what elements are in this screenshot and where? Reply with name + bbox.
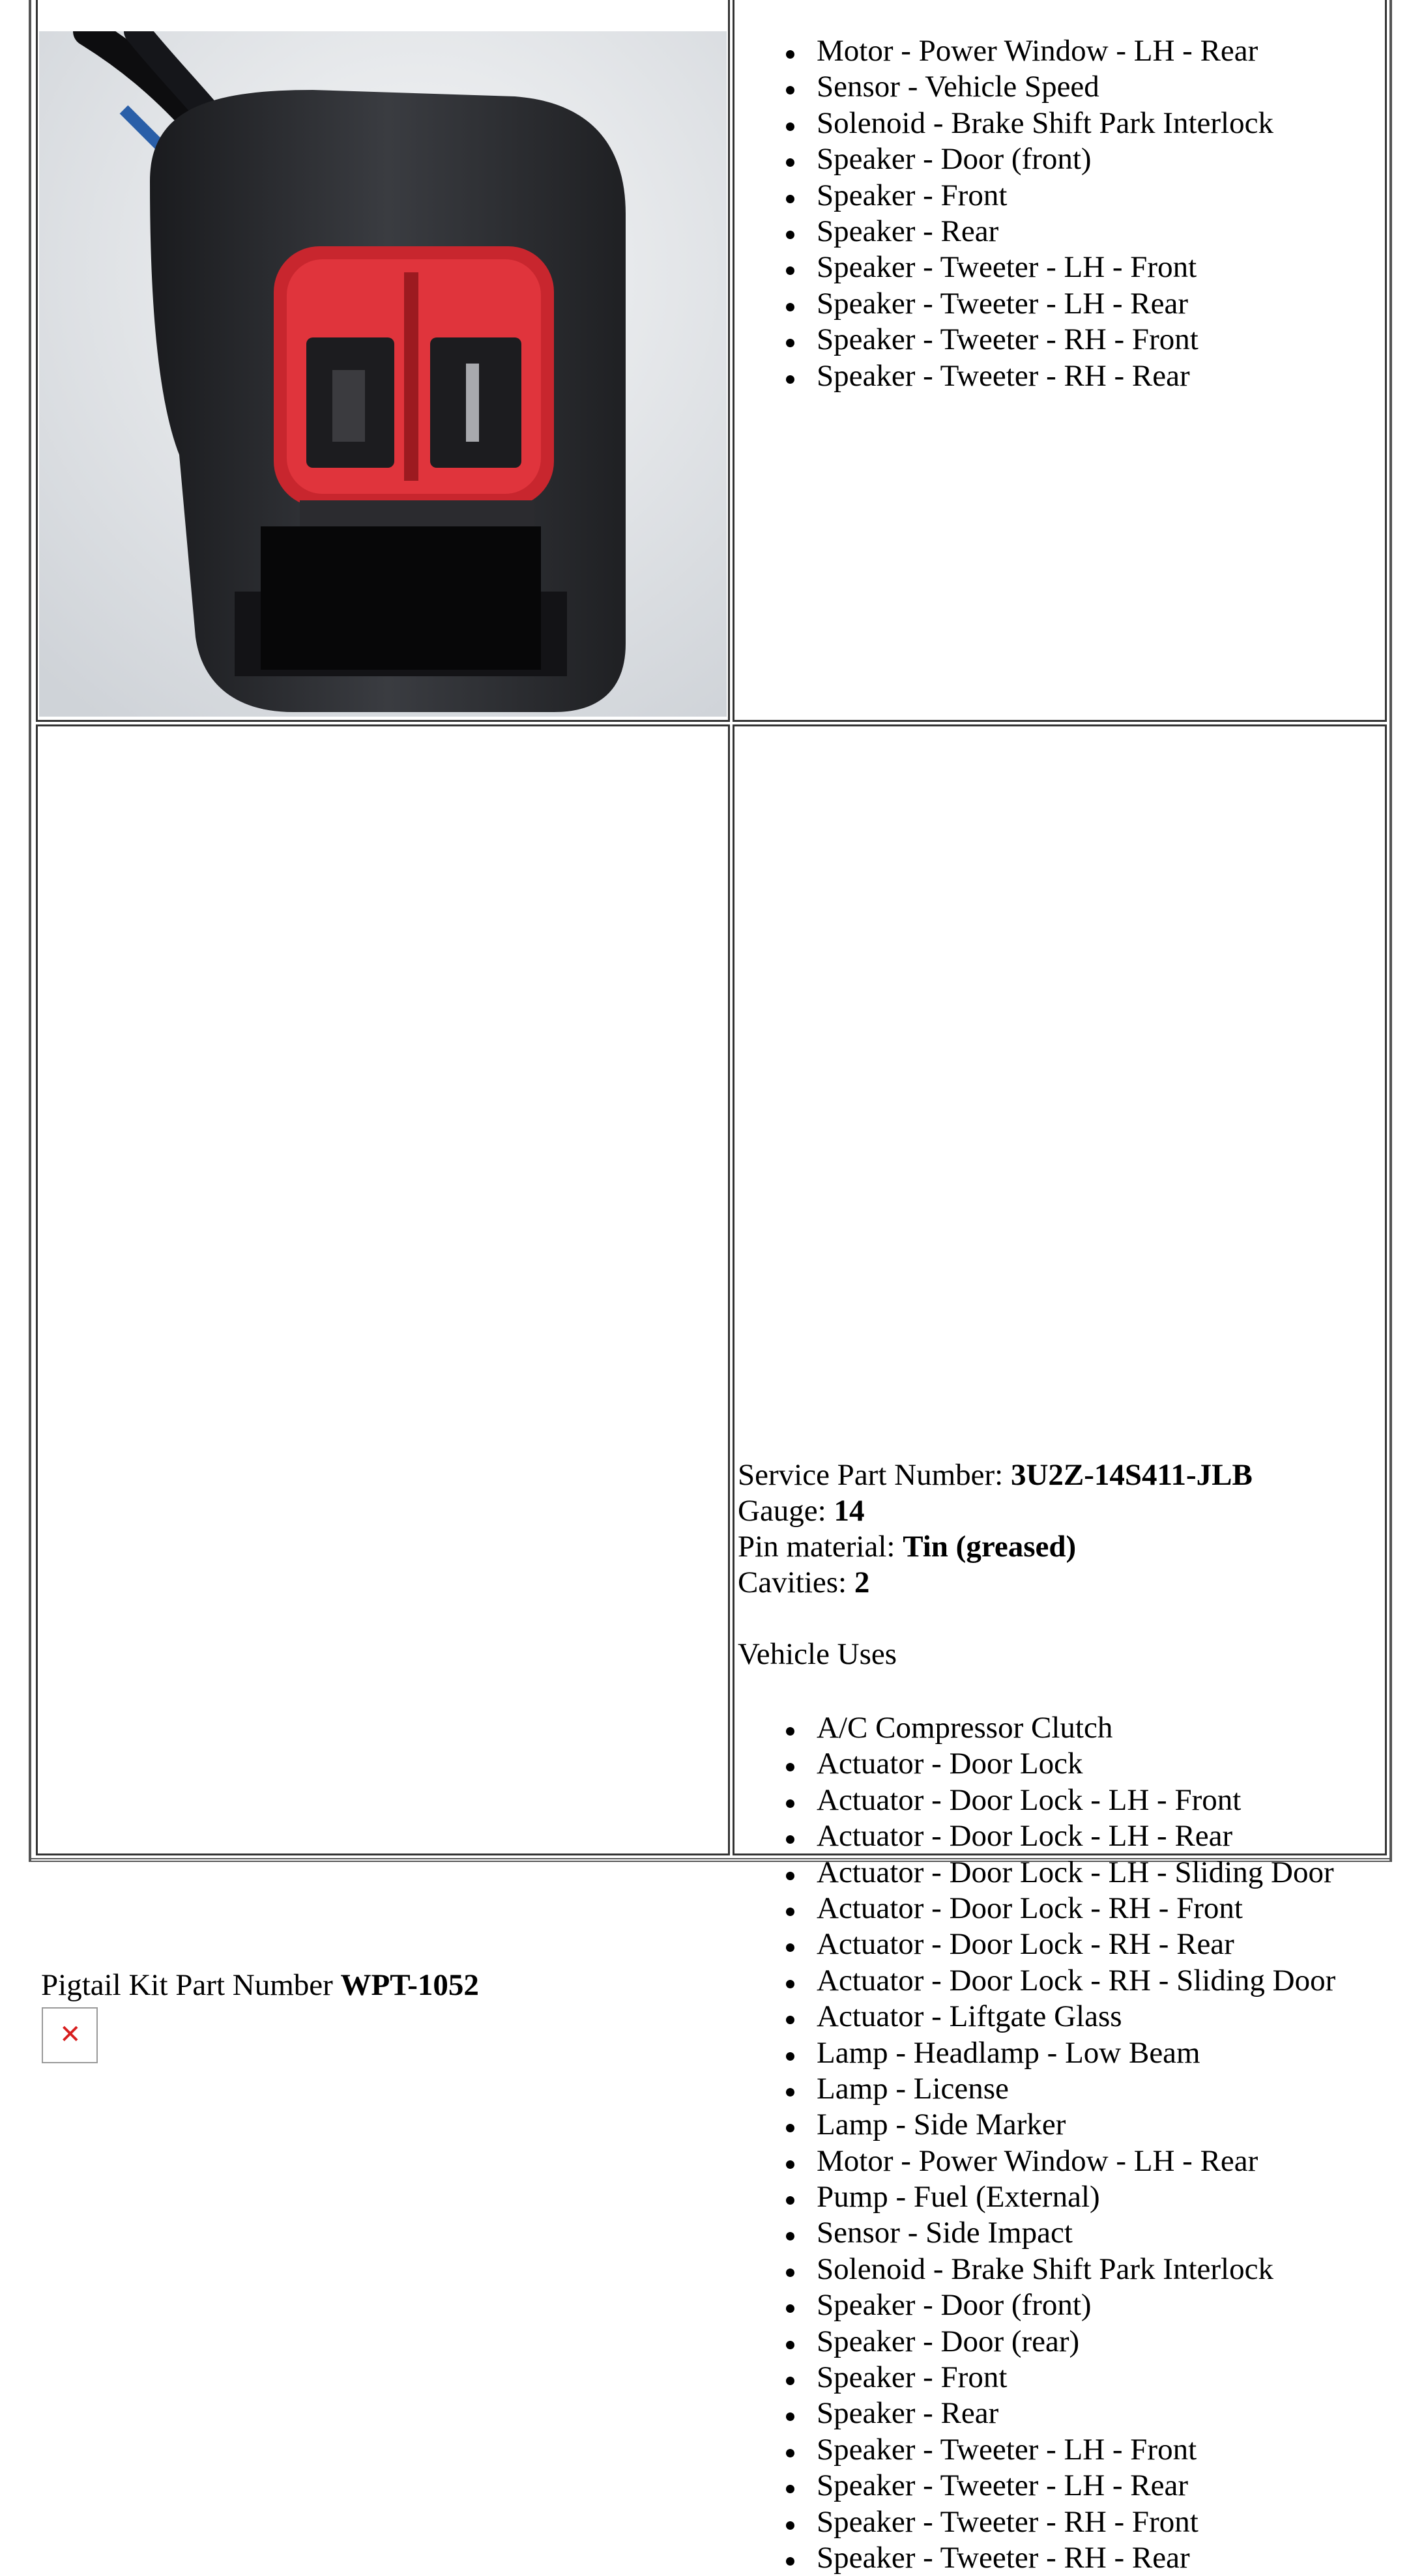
list-item: Speaker - Tweeter - LH - Rear bbox=[734, 2468, 1335, 2504]
list-item: Speaker - Tweeter - LH - Front bbox=[734, 2432, 1335, 2468]
list-item: Speaker - Rear bbox=[734, 2396, 1335, 2431]
list-item: A/C Compressor Clutch bbox=[734, 1710, 1335, 1746]
list-item: Lamp - Headlamp - Low Beam bbox=[734, 2035, 1335, 2071]
list-item: Solenoid - Brake Shift Park Interlock bbox=[734, 2252, 1335, 2287]
list-item: Speaker - Door (front) bbox=[734, 141, 1273, 177]
cavities: Cavities: 2 bbox=[738, 1566, 870, 1599]
list-item: Pump - Fuel (External) bbox=[734, 2179, 1335, 2215]
page-border-left bbox=[29, 0, 31, 1862]
list-item: Actuator - Door Lock - LH - Front bbox=[734, 1782, 1335, 1818]
pigtail-label: Pigtail Kit Part Number bbox=[41, 1968, 341, 2002]
connector-photo bbox=[39, 31, 727, 717]
list-item: Actuator - Door Lock - RH - Rear bbox=[734, 1926, 1335, 1962]
list-item: Sensor - Vehicle Speed bbox=[734, 69, 1273, 105]
list-item: Speaker - Front bbox=[734, 2360, 1335, 2396]
list-item: Speaker - Door (front) bbox=[734, 2287, 1335, 2323]
list-item: Motor - Power Window - LH - Rear bbox=[734, 33, 1273, 69]
list-item: Speaker - Door (rear) bbox=[734, 2324, 1335, 2360]
broken-image-icon bbox=[42, 2007, 98, 2063]
service-part-number: Service Part Number: 3U2Z-14S411-JLB bbox=[738, 1458, 1253, 1492]
list-item: Speaker - Tweeter - RH - Front bbox=[734, 322, 1273, 358]
gauge: Gauge: 14 bbox=[738, 1494, 865, 1528]
list-item: Sensor - Side Impact bbox=[734, 2215, 1335, 2251]
pigtail-cell bbox=[36, 724, 730, 2050]
list-item: Solenoid - Brake Shift Park Interlock bbox=[734, 106, 1273, 141]
top-uses-cell bbox=[733, 0, 1387, 722]
list-item: Speaker - Tweeter - RH - Rear bbox=[734, 358, 1273, 394]
list-item: Actuator - Door Lock - RH - Sliding Door bbox=[734, 1963, 1335, 1999]
list-item: Speaker - Rear bbox=[734, 214, 1273, 250]
list-item: Actuator - Door Lock - LH - Rear bbox=[734, 1818, 1335, 1854]
list-item: Speaker - Tweeter - RH - Rear bbox=[734, 2540, 1335, 2576]
top-uses-list bbox=[734, 33, 1273, 394]
list-item: Speaker - Front bbox=[734, 178, 1273, 214]
list-item: Lamp - License bbox=[734, 2071, 1335, 2107]
list-item: Actuator - Liftgate Glass bbox=[734, 1999, 1335, 2035]
page-border-right bbox=[1389, 0, 1392, 1862]
list-item: Speaker - Tweeter - LH - Front bbox=[734, 250, 1273, 285]
list-item: Motor - Power Window - LH - Rear bbox=[734, 2143, 1335, 2179]
connector-photo-cell bbox=[36, 0, 730, 722]
broken-image-x: ✕ bbox=[59, 2020, 81, 2050]
list-item: Speaker - Tweeter - RH - Front bbox=[734, 2504, 1335, 2540]
list-item: Lamp - Side Marker bbox=[734, 2107, 1335, 2143]
specs-cell bbox=[733, 724, 1387, 2575]
list-item: Actuator - Door Lock - LH - Sliding Door bbox=[734, 1855, 1335, 1891]
pin-material: Pin material: Tin (greased) bbox=[738, 1530, 1077, 1564]
pigtail-part-number: WPT-1052 bbox=[340, 1968, 479, 2002]
vehicle-uses-heading: Vehicle Uses bbox=[738, 1637, 897, 1671]
vehicle-uses-list bbox=[734, 1710, 1335, 2576]
list-item: Speaker - Tweeter - LH - Rear bbox=[734, 286, 1273, 322]
list-item: Actuator - Door Lock - RH - Front bbox=[734, 1891, 1335, 1926]
pigtail-kit-line bbox=[41, 1968, 479, 2003]
list-item: Actuator - Door Lock bbox=[734, 1746, 1335, 1782]
